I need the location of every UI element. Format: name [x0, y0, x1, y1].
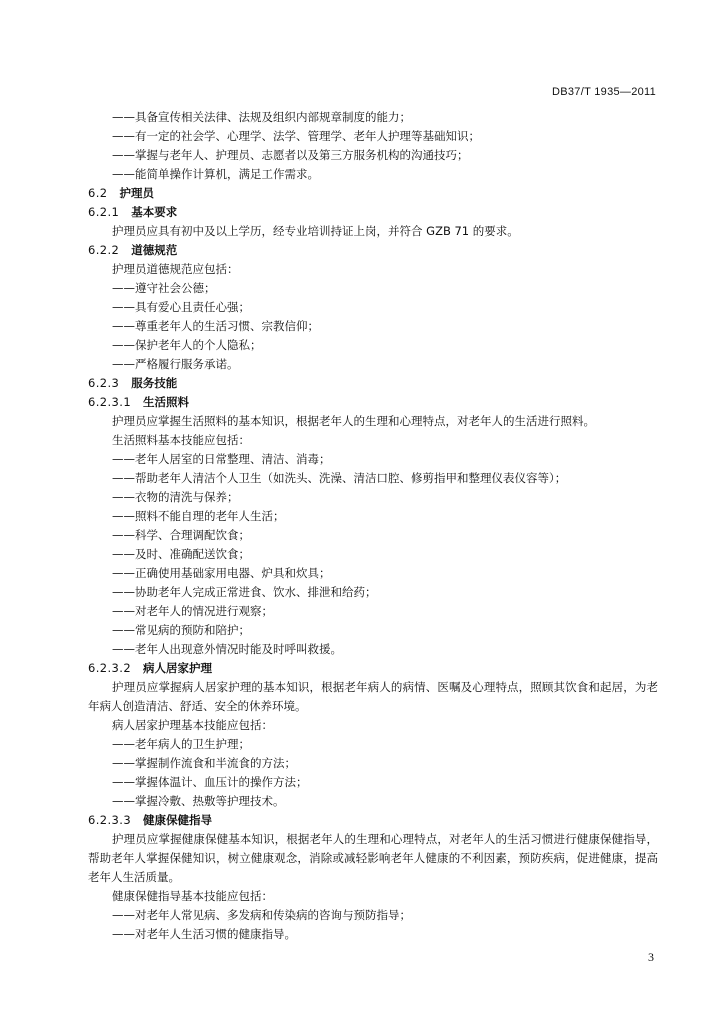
- list-item: ——及时、准确配送饮食；: [112, 547, 250, 561]
- section-number: 6.2.2: [88, 243, 120, 257]
- document-code: DB37/T 1935—2011: [552, 86, 657, 98]
- paragraph: 护理员应掌握健康保健基本知识，根据老年人的生理和心理特点，对老年人的生活习惯进行健康保健指导，帮助老年人掌握保健知识，树立健康观念，消除或减轻影响老年人健康的不利因素，预防疾病，促进健康，提高老年人生活质量。: [88, 832, 658, 884]
- list-item: ——能简单操作计算机，满足工作需求。: [112, 167, 319, 181]
- list-item: ——掌握冷敷、热敷等护理技术。: [112, 794, 285, 808]
- list-item: ——帮助老年人清洁个人卫生（如洗头、洗澡、清洁口腔、修剪指甲和整理仪表仪容等）；: [112, 471, 567, 485]
- list-item: ——掌握制作流食和半流食的方法；: [112, 756, 296, 770]
- list-item: ——老年人居室的日常整理、清洁、消毒；: [112, 452, 331, 466]
- list-item: ——对老年人生活习惯的健康指导。: [112, 927, 296, 941]
- paragraph: 护理员应具有初中及以上学历，经专业培训持证上岗，并符合 GZB 71 的要求。: [112, 224, 519, 238]
- section-heading-6-2-1: [88, 203, 658, 222]
- page-number: 3: [648, 950, 654, 964]
- list-intro: 护理员道德规范应包括：: [112, 262, 239, 276]
- list-item: ——具备宣传相关法律、法规及组织内部规章制度的能力；: [112, 110, 411, 124]
- list-intro: 健康保健指导基本技能应包括：: [112, 889, 273, 903]
- section-title: 基本要求: [131, 205, 178, 219]
- section-heading-6-2-3: [88, 374, 658, 393]
- section-number: 6.2.1: [88, 205, 120, 219]
- list-item: ——严格履行服务承诺。: [112, 357, 239, 371]
- section-number: 6.2.3: [88, 376, 120, 390]
- list-item: ——遵守社会公德；: [112, 281, 216, 295]
- document-body: [88, 108, 658, 944]
- section-heading-6-2-2: [88, 241, 658, 260]
- list-intro: 生活照料基本技能应包括：: [112, 433, 250, 447]
- list-item: ——掌握体温计、血压计的操作方法；: [112, 775, 308, 789]
- list-item: ——对老年人常见病、多发病和传染病的咨询与预防指导；: [112, 908, 411, 922]
- list-item: ——科学、合理调配饮食；: [112, 528, 250, 542]
- section-heading-6-2: [88, 184, 658, 203]
- list-item: ——保护老年人的个人隐私；: [112, 338, 262, 352]
- list-item: ——尊重老年人的生活习惯、宗教信仰；: [112, 319, 319, 333]
- section-title: 道德规范: [131, 243, 178, 257]
- list-item: ——衣物的清洗与保养；: [112, 490, 239, 504]
- paragraph: 护理员应掌握病人居家护理的基本知识，根据老年病人的病情、医嘱及心理特点，照顾其饮食和起居，为老年病人创造清洁、舒适、安全的休养环境。: [88, 680, 658, 713]
- section-heading-6-2-3-3: [88, 811, 658, 830]
- list-item: ——对老年人的情况进行观察；: [112, 604, 273, 618]
- list-item: ——老年病人的卫生护理；: [112, 737, 250, 751]
- section-number: 6.2.3.1: [88, 395, 132, 409]
- section-title: 护理员: [119, 186, 154, 200]
- list-item: ——正确使用基础家用电器、炉具和炊具；: [112, 566, 331, 580]
- section-title: 健康保健指导: [143, 813, 213, 827]
- list-item: ——照料不能自理的老年人生活；: [112, 509, 285, 523]
- section-heading-6-2-3-1: [88, 393, 658, 412]
- section-title: 服务技能: [131, 376, 178, 390]
- section-number: 6.2.3.3: [88, 813, 132, 827]
- list-item: ——协助老年人完成正常进食、饮水、排泄和给药；: [112, 585, 377, 599]
- list-item: ——常见病的预防和陪护；: [112, 623, 250, 637]
- list-item: ——有一定的社会学、心理学、法学、管理学、老年人护理等基础知识；: [112, 129, 480, 143]
- list-item: ——具有爱心且责任心强；: [112, 300, 250, 314]
- section-heading-6-2-3-2: [88, 659, 658, 678]
- list-item: ——掌握与老年人、护理员、志愿者以及第三方服务机构的沟通技巧；: [112, 148, 469, 162]
- list-intro: 病人居家护理基本技能应包括：: [112, 718, 273, 732]
- list-item: ——老年人出现意外情况时能及时呼叫救援。: [112, 642, 342, 656]
- section-number: 6.2: [88, 186, 108, 200]
- section-title: 生活照料: [143, 395, 190, 409]
- paragraph: 护理员应掌握生活照料的基本知识，根据老年人的生理和心理特点，对老年人的生活进行照料。: [112, 414, 595, 428]
- section-number: 6.2.3.2: [88, 661, 132, 675]
- section-title: 病人居家护理: [143, 661, 213, 675]
